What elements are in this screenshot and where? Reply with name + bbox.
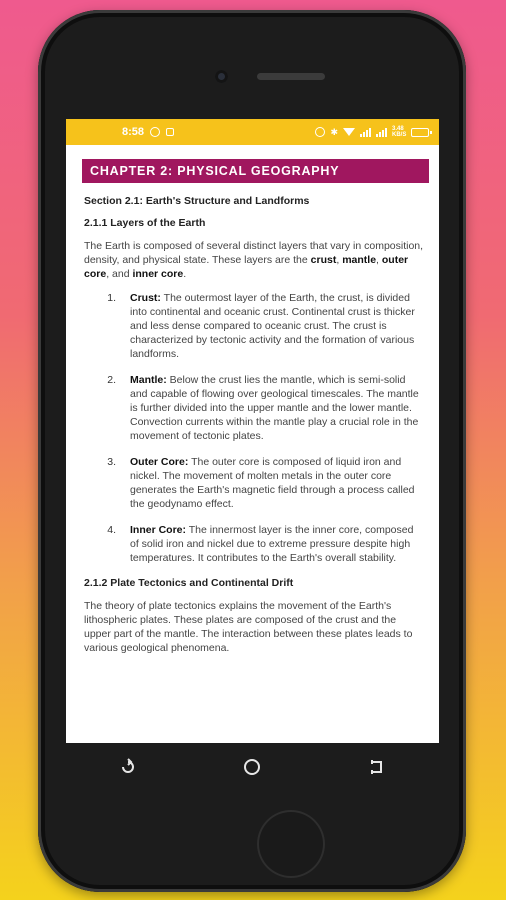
list-item: 3. Outer Core: The outer core is composed of liquid iron and nickel. The movement of molten metals in the outer core generates the Earth's magnetic field through a process called the geodynamo effect.: [107, 456, 415, 510]
earpiece-speaker: [257, 73, 325, 80]
list-item: 1. Crust: The outermost layer of the Earth, the crust, is divided into continental and oceanic crust. Continental crust is thicker and less dense compared to oceanic crust. The crust is characterized by tectonic activity and the formation of various landforms.: [107, 292, 415, 360]
subsection-title-1: 2.1.1 Layers of the Earth: [84, 217, 206, 229]
notification-icon: [150, 127, 160, 137]
signal-icon-2: [376, 128, 387, 137]
front-camera: [215, 70, 228, 83]
network-speed: 3.48 KB/S: [392, 126, 407, 138]
back-button[interactable]: [361, 751, 393, 783]
list-item: 4. Inner Core: The innermost layer is the inner core, composed of solid iron and nickel due to extreme pressure despite high temperatures. It contributes to the Earth's overall stability.: [107, 524, 414, 564]
signal-icon: [360, 128, 371, 137]
subsection-title-2: 2.1.2 Plate Tectonics and Continental Drift: [84, 577, 294, 589]
hardware-home-button[interactable]: [257, 810, 325, 878]
device-screen: [66, 119, 439, 743]
notification-icon-2: [166, 128, 174, 136]
chat-icon: [315, 127, 325, 137]
battery-icon: [411, 128, 429, 137]
status-time: 8:58: [122, 126, 145, 138]
section-title: Section 2.1: Earth's Structure and Landforms: [84, 195, 310, 207]
plate-tectonics-paragraph: The theory of plate tectonics explains the movement of the Earth's lithospheric plates. These plates are composed of the crust and the upper part of the mantle. The interaction between these plates leads to various geological phenomena.: [84, 600, 413, 654]
bluetooth-icon: ✱: [330, 126, 338, 137]
home-circle-icon: [242, 757, 262, 777]
wifi-icon: [343, 128, 355, 136]
back-icon: [368, 758, 386, 776]
home-button[interactable]: [236, 751, 268, 783]
navigation-bar: [66, 743, 439, 791]
status-bar: [66, 119, 439, 145]
layers-list: [82, 291, 423, 565]
chapter-title: CHAPTER 2: PHYSICAL GEOGRAPHY: [82, 159, 429, 183]
intro-paragraph: The Earth is composed of several distinct layers that vary in composition, density, and physical state. These layers are the crust, mantle, outer core, and inner core.: [84, 240, 424, 280]
document-content: [66, 145, 439, 655]
list-item: 2. Mantle: Below the crust lies the mantle, which is semi-solid and capable of flowing over geological timescales. The mantle is further divided into the upper mantle and the lower mantle. Convection currents within the mantle play a crucial role in the movement of tectonic plates.: [107, 374, 419, 442]
recents-button[interactable]: [112, 751, 144, 783]
recents-icon: [119, 758, 137, 776]
